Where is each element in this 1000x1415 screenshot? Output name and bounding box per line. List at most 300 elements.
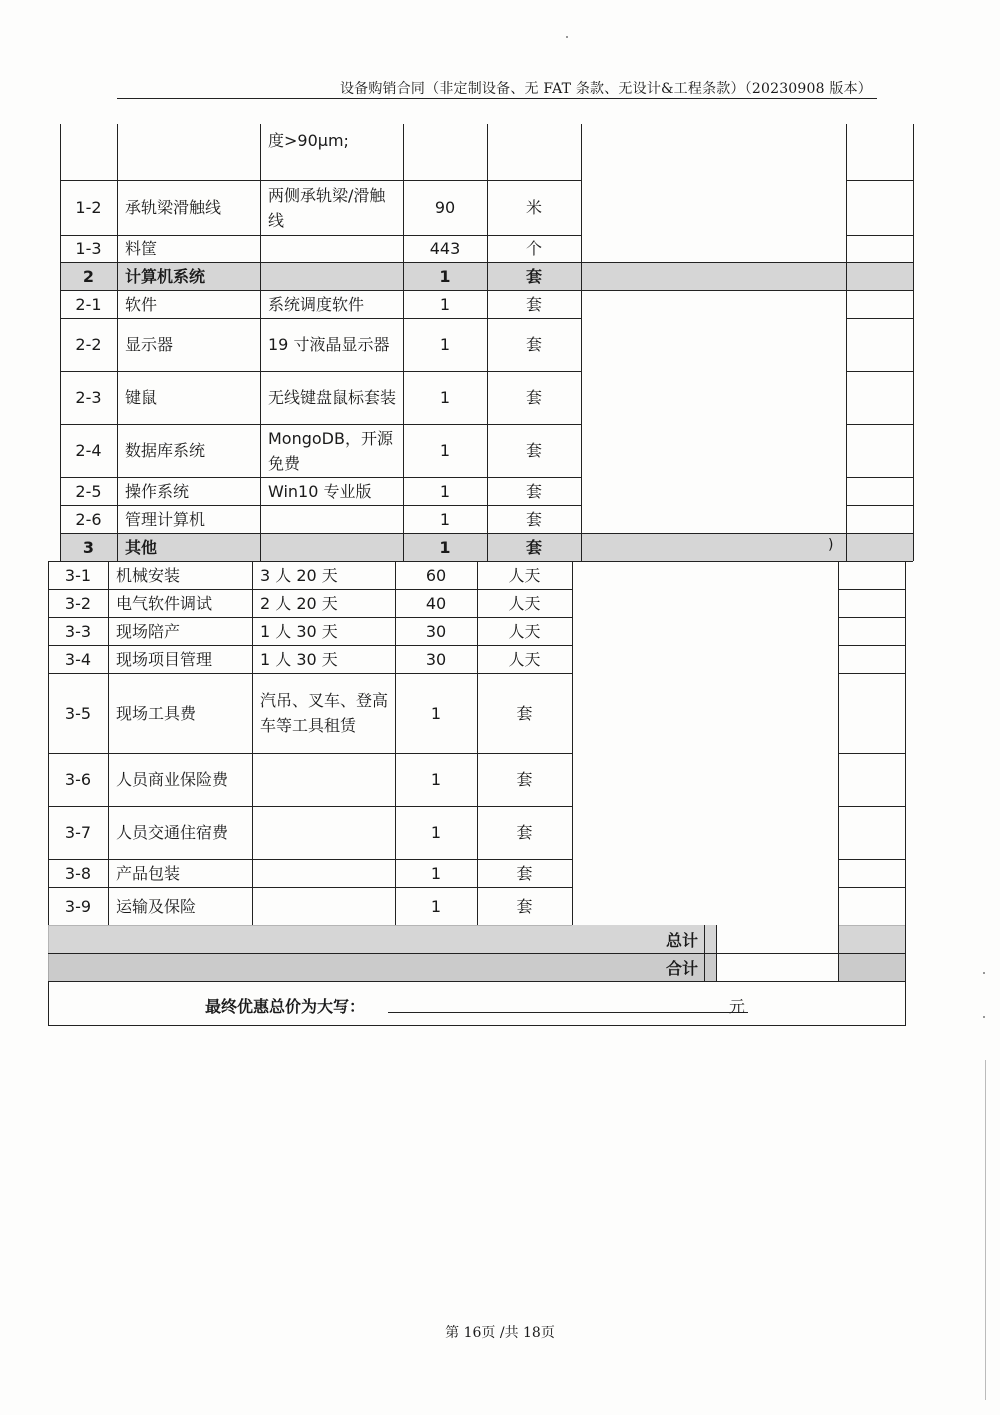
column-rule — [913, 290, 914, 318]
row-rule — [48, 753, 572, 754]
column-rule — [477, 887, 478, 925]
column-rule — [117, 371, 118, 424]
column-rule — [403, 477, 404, 505]
column-rule — [487, 262, 488, 290]
row-rule — [48, 887, 572, 888]
item-name-cell: 计算机系统 — [125, 266, 206, 286]
column-rule — [60, 533, 61, 561]
column-rule — [48, 617, 49, 645]
column-rule — [108, 617, 109, 645]
column-rule — [846, 505, 847, 533]
column-rule — [48, 645, 49, 673]
item-name-cell: 产品包装 — [116, 863, 181, 883]
item-unit-cell — [487, 124, 581, 180]
column-rule — [487, 477, 488, 505]
column-rule — [838, 887, 839, 925]
row-rule — [48, 806, 572, 807]
row-rule — [60, 290, 581, 291]
item-no-cell: 2-4 — [75, 441, 102, 460]
item-unit-cell: 个 — [525, 239, 542, 258]
column-rule — [581, 533, 582, 561]
item-qty-cell: 1 — [439, 441, 451, 460]
stray-mark: ) — [828, 537, 834, 553]
column-rule — [572, 673, 573, 753]
column-rule — [913, 124, 914, 180]
item-name-cell: 承轨梁滑触线 — [125, 198, 222, 217]
column-rule — [260, 180, 261, 235]
item-no-cell: 1-3 — [75, 239, 102, 258]
column-rule — [838, 753, 839, 806]
column-rule — [60, 424, 61, 477]
column-rule — [60, 124, 61, 180]
row-rule — [60, 424, 581, 425]
column-rule — [838, 806, 839, 859]
row-rule — [48, 589, 572, 590]
item-qty-cell: 1 — [430, 703, 442, 723]
row-rule — [846, 290, 913, 291]
column-rule — [117, 318, 118, 371]
row-rule — [838, 859, 905, 860]
column-rule — [838, 561, 839, 589]
item-spec-cell: 3 人 20 天 — [260, 565, 338, 585]
item-qty-cell: 1 — [430, 863, 442, 883]
item-qty-cell: 1 — [439, 335, 451, 354]
column-rule — [60, 505, 61, 533]
item-qty-cell: 40 — [425, 593, 447, 613]
item-name-cell: 管理计算机 — [125, 509, 206, 529]
item-spec-cell — [252, 859, 395, 887]
column-rule — [60, 262, 61, 290]
row-rule — [838, 645, 905, 646]
column-rule — [581, 235, 582, 262]
column-rule — [117, 290, 118, 318]
column-rule — [846, 290, 847, 318]
column-rule — [60, 235, 61, 262]
row-rule — [60, 533, 581, 534]
column-rule — [60, 318, 61, 371]
item-unit-cell: 套 — [516, 823, 533, 842]
item-unit-cell: 套 — [525, 481, 542, 501]
column-rule — [487, 533, 488, 561]
item-no-cell: 3-6 — [64, 770, 92, 789]
item-name-cell: 显示器 — [125, 335, 174, 354]
row-rule — [48, 645, 572, 646]
column-rule — [260, 290, 261, 318]
item-no-cell: 3-5 — [64, 703, 92, 723]
column-rule — [117, 124, 118, 180]
column-rule — [581, 477, 582, 505]
row-rule — [838, 806, 905, 807]
row-rule — [838, 887, 905, 888]
item-qty-cell: 60 — [425, 565, 447, 585]
column-rule — [572, 806, 573, 859]
item-spec-cell — [252, 887, 395, 925]
item-name-cell — [117, 124, 260, 180]
final-price-blank — [388, 1012, 748, 1013]
row-rule — [581, 561, 846, 562]
item-no-cell: 2-2 — [75, 335, 102, 354]
item-unit-cell: 套 — [525, 441, 542, 460]
column-rule — [581, 290, 582, 318]
column-rule — [60, 477, 61, 505]
item-unit-cell: 套 — [516, 863, 533, 883]
column-rule — [252, 673, 253, 753]
column-rule — [572, 753, 573, 806]
item-spec-cell: 1 人 30 天 — [260, 649, 338, 669]
column-rule — [477, 645, 478, 673]
item-name-cell: 人员商业保险费 — [116, 770, 229, 789]
item-unit-cell: 套 — [525, 294, 542, 314]
column-rule — [403, 235, 404, 262]
column-rule — [252, 645, 253, 673]
column-rule — [395, 617, 396, 645]
item-no-cell: 3-8 — [64, 863, 92, 883]
item-unit-cell: 套 — [516, 770, 533, 789]
item-name-cell: 运输及保险 — [116, 896, 197, 916]
column-rule — [572, 887, 573, 925]
item-qty-cell: 90 — [434, 198, 456, 217]
row-rule — [581, 262, 846, 263]
item-unit-cell: 套 — [525, 266, 542, 286]
column-rule — [48, 887, 49, 925]
item-qty-cell: 1 — [430, 770, 442, 789]
column-rule — [252, 859, 253, 887]
item-spec-cell — [260, 235, 403, 262]
column-rule — [913, 180, 914, 235]
column-rule — [48, 806, 49, 859]
column-rule — [117, 477, 118, 505]
sum-label: 合计 — [665, 958, 698, 978]
column-rule — [581, 371, 582, 424]
row-rule — [846, 235, 913, 236]
row-rule — [60, 477, 581, 478]
column-rule — [108, 645, 109, 673]
column-rule — [108, 859, 109, 887]
item-no-cell: 2-1 — [75, 294, 102, 314]
item-unit-cell: 人天 — [508, 593, 541, 613]
item-no-cell: 1-2 — [75, 198, 102, 217]
column-rule — [108, 753, 109, 806]
column-rule — [117, 533, 118, 561]
column-rule — [913, 235, 914, 262]
column-rule — [108, 806, 109, 859]
column-rule — [252, 617, 253, 645]
row-rule — [48, 1025, 905, 1026]
item-qty-cell: 1 — [439, 481, 451, 501]
column-rule — [395, 753, 396, 806]
item-name-cell: 现场项目管理 — [116, 649, 213, 669]
column-rule — [913, 505, 914, 533]
item-name-cell: 现场陪产 — [116, 621, 181, 641]
column-rule — [60, 371, 61, 424]
item-spec-cell — [252, 753, 395, 806]
item-name-cell: 数据库系统 — [125, 441, 206, 460]
row-rule — [48, 859, 572, 860]
column-rule — [252, 589, 253, 617]
column-rule — [252, 561, 253, 589]
column-rule — [572, 645, 573, 673]
column-rule — [403, 424, 404, 477]
column-rule — [403, 290, 404, 318]
column-rule — [395, 645, 396, 673]
column-rule — [572, 859, 573, 887]
item-no-cell: 3-1 — [64, 565, 92, 585]
item-spec-cell: MongoDB，开源免费 — [268, 428, 393, 473]
item-unit-cell: 套 — [516, 703, 533, 723]
final-price-label: 最终优惠总价为大写： — [205, 997, 366, 1016]
column-rule — [48, 589, 49, 617]
item-no-cell: 3 — [82, 537, 95, 557]
column-rule — [581, 318, 582, 371]
column-rule — [395, 589, 396, 617]
column-rule — [846, 424, 847, 477]
item-no-cell: 3-2 — [64, 593, 92, 613]
column-rule — [260, 262, 261, 290]
column-rule — [403, 124, 404, 180]
item-spec-cell — [260, 505, 403, 533]
column-rule — [260, 424, 261, 477]
total-label: 总计 — [665, 930, 698, 950]
column-rule — [846, 235, 847, 262]
row-rule — [846, 180, 913, 181]
column-rule — [403, 318, 404, 371]
column-rule — [48, 673, 49, 753]
column-rule — [260, 533, 261, 561]
row-rule — [846, 505, 913, 506]
row-rule — [838, 617, 905, 618]
row-rule — [60, 318, 581, 319]
column-rule — [252, 887, 253, 925]
item-unit-cell: 套 — [525, 335, 542, 354]
column-rule — [395, 673, 396, 753]
item-name-cell: 软件 — [125, 294, 158, 314]
column-rule — [477, 589, 478, 617]
column-rule — [108, 561, 109, 589]
column-rule — [395, 859, 396, 887]
column-rule — [395, 887, 396, 925]
column-rule — [913, 424, 914, 477]
item-unit-cell: 套 — [525, 509, 542, 529]
column-rule — [252, 753, 253, 806]
item-unit-cell: 套 — [516, 896, 533, 916]
item-qty-cell — [403, 124, 487, 180]
column-rule — [487, 424, 488, 477]
row-rule — [838, 673, 905, 674]
scan-edge-line — [985, 1060, 986, 1400]
column-rule — [477, 561, 478, 589]
column-rule — [581, 424, 582, 477]
column-rule — [572, 589, 573, 617]
row-rule — [846, 477, 913, 478]
column-rule — [838, 589, 839, 617]
item-qty-cell: 443 — [429, 239, 461, 258]
column-rule — [260, 505, 261, 533]
row-rule — [846, 533, 913, 534]
column-rule — [477, 753, 478, 806]
item-spec-cell: 19 寸液晶显示器 — [268, 335, 390, 354]
row-rule — [846, 262, 913, 263]
column-rule — [846, 124, 847, 180]
row-rule — [48, 953, 905, 954]
item-name-cell: 料筐 — [125, 239, 158, 258]
column-rule — [48, 859, 49, 887]
column-rule — [846, 180, 847, 235]
item-unit-cell: 套 — [525, 388, 542, 407]
column-rule — [905, 561, 906, 1026]
item-no-cell: 2-5 — [75, 481, 102, 501]
column-rule — [403, 371, 404, 424]
column-rule — [403, 533, 404, 561]
item-unit-cell: 套 — [525, 537, 542, 557]
row-rule — [60, 235, 581, 236]
item-no-cell — [60, 124, 117, 180]
column-rule — [403, 180, 404, 235]
item-name-cell: 人员交通住宿费 — [116, 823, 229, 842]
row-rule — [846, 371, 913, 372]
item-qty-cell: 1 — [439, 537, 451, 557]
column-rule — [395, 561, 396, 589]
column-rule — [117, 424, 118, 477]
column-rule — [260, 371, 261, 424]
column-rule — [260, 235, 261, 262]
item-unit-cell: 米 — [525, 198, 542, 217]
page-number: 第 16页 /共 18页 — [445, 1325, 555, 1341]
row-rule — [846, 561, 913, 562]
row-rule — [48, 981, 905, 982]
row-rule — [846, 318, 913, 319]
column-rule — [581, 505, 582, 533]
column-rule — [117, 262, 118, 290]
item-qty-cell: 1 — [439, 509, 451, 529]
column-rule — [477, 673, 478, 753]
item-spec-cell: 无线键盘鼠标套装 — [268, 388, 397, 407]
row-rule — [48, 617, 572, 618]
column-rule — [477, 806, 478, 859]
item-no-cell: 3-9 — [64, 896, 92, 916]
column-rule — [572, 561, 573, 589]
item-qty-cell: 1 — [430, 896, 442, 916]
column-rule — [846, 318, 847, 371]
column-rule — [108, 589, 109, 617]
column-rule — [487, 318, 488, 371]
item-unit-cell: 人天 — [508, 565, 541, 585]
document-header: 设备购销合同（非定制设备、无 FAT 条款、无设计&工程条款）（20230908 版本） — [339, 81, 872, 97]
item-spec-cell: 系统调度软件 — [268, 294, 365, 314]
column-rule — [581, 180, 582, 235]
column-rule — [838, 617, 839, 645]
column-rule — [846, 371, 847, 424]
column-rule — [581, 262, 582, 290]
item-no-cell: 3-3 — [64, 621, 92, 641]
column-rule — [260, 124, 261, 180]
column-rule — [487, 235, 488, 262]
column-rule — [838, 645, 839, 673]
item-qty-cell: 30 — [425, 621, 447, 641]
item-qty-cell: 1 — [439, 388, 451, 407]
item-qty-cell: 1 — [430, 823, 442, 842]
column-rule — [913, 318, 914, 371]
item-name-cell: 机械安装 — [116, 565, 181, 585]
column-rule — [913, 371, 914, 424]
column-rule — [487, 505, 488, 533]
column-rule — [913, 262, 914, 290]
item-spec-cell — [252, 806, 395, 859]
row-rule — [48, 561, 581, 562]
item-spec-cell: 两侧承轨梁/滑触线 — [268, 185, 386, 230]
row-rule — [581, 290, 846, 291]
column-rule — [48, 753, 49, 806]
column-rule — [395, 806, 396, 859]
row-rule — [838, 753, 905, 754]
column-rule — [581, 124, 582, 180]
column-rule — [48, 561, 49, 589]
row-rule — [60, 505, 581, 506]
item-qty-cell: 1 — [439, 294, 451, 314]
column-rule — [846, 477, 847, 505]
item-name-cell: 电气软件调试 — [116, 593, 213, 613]
row-rule — [48, 673, 572, 674]
item-spec-cell: 汽吊、叉车、登高车等工具租赁 — [260, 691, 389, 735]
column-rule — [252, 806, 253, 859]
item-spec-cell — [260, 262, 403, 290]
item-spec-cell: 度>90μm; — [268, 131, 349, 150]
column-rule — [60, 180, 61, 235]
item-unit-cell: 人天 — [508, 649, 541, 669]
column-rule — [846, 533, 847, 561]
item-spec-cell: 1 人 30 天 — [260, 621, 338, 641]
item-unit-cell: 人天 — [508, 621, 541, 641]
item-no-cell: 2 — [82, 266, 95, 286]
item-no-cell: 3-7 — [64, 823, 92, 842]
item-no-cell: 2-3 — [75, 388, 102, 407]
column-rule — [477, 859, 478, 887]
item-name-cell: 其他 — [125, 537, 158, 557]
column-rule — [117, 505, 118, 533]
column-rule — [487, 371, 488, 424]
item-spec-cell: 2 人 20 天 — [260, 593, 338, 613]
row-rule — [60, 371, 581, 372]
column-rule — [108, 887, 109, 925]
final-price-unit: 元 — [729, 997, 746, 1016]
item-qty-cell: 30 — [425, 649, 447, 669]
column-rule — [487, 124, 488, 180]
column-rule — [403, 262, 404, 290]
column-rule — [260, 477, 261, 505]
column-rule — [260, 318, 261, 371]
item-spec-cell: Win10 专业版 — [268, 481, 372, 501]
row-rule — [60, 180, 581, 181]
column-rule — [838, 859, 839, 887]
column-rule — [846, 262, 847, 290]
item-no-cell: 3-4 — [64, 649, 92, 669]
column-rule — [477, 617, 478, 645]
column-rule — [108, 673, 109, 753]
column-rule — [913, 477, 914, 505]
column-rule — [838, 673, 839, 753]
item-name-cell: 操作系统 — [125, 481, 190, 501]
column-rule — [572, 617, 573, 645]
item-name-cell: 键鼠 — [125, 388, 158, 407]
column-rule — [487, 290, 488, 318]
row-rule — [846, 424, 913, 425]
column-rule — [117, 180, 118, 235]
row-rule — [838, 589, 905, 590]
item-name-cell: 现场工具费 — [116, 703, 197, 723]
item-qty-cell: 1 — [439, 266, 451, 286]
item-no-cell: 2-6 — [75, 509, 102, 529]
row-rule — [581, 533, 846, 534]
column-rule — [60, 290, 61, 318]
